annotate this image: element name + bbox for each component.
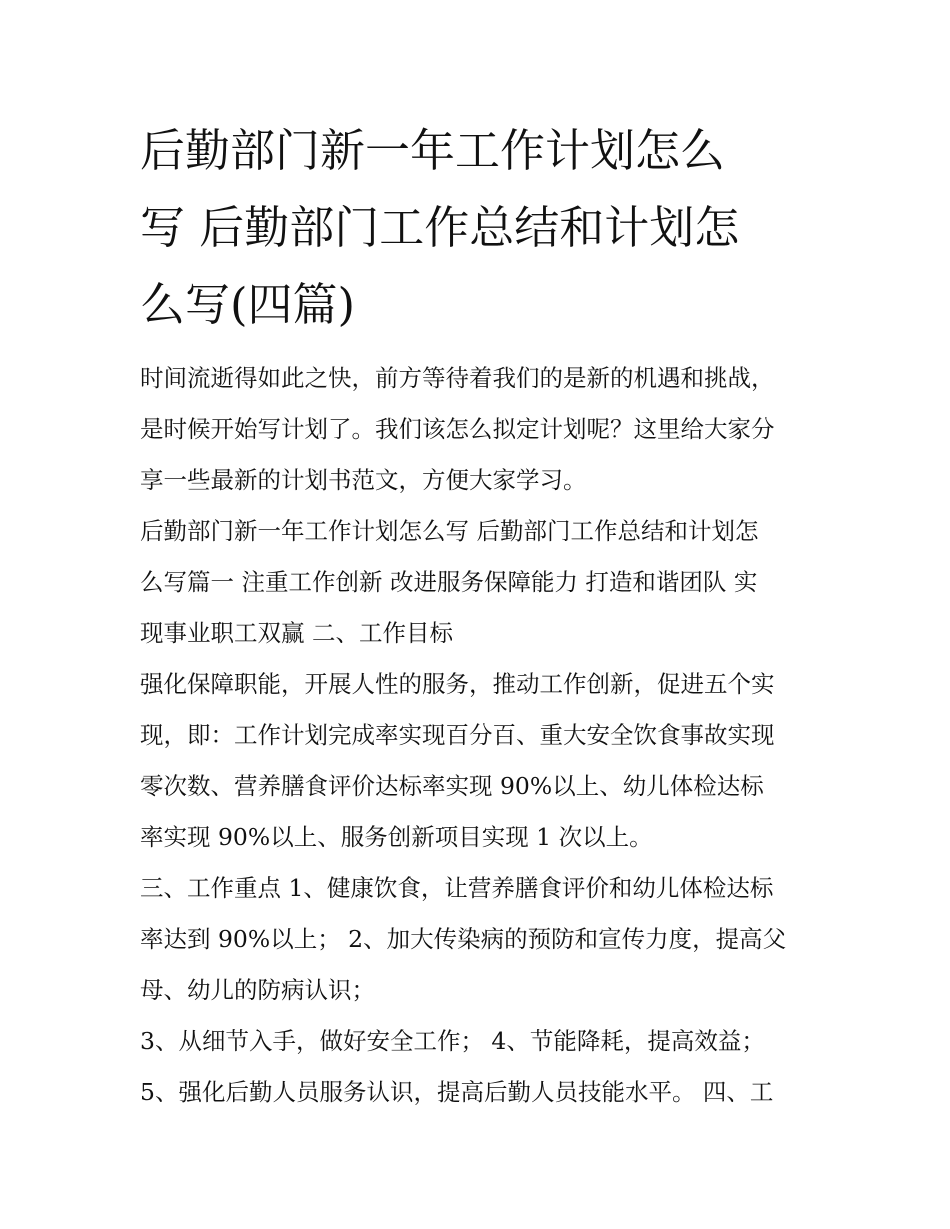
title-line: 写 后勤部门工作总结和计划怎 (140, 201, 740, 254)
paragraph-line: 3、从细节入手，做好安全工作； 4、节能降耗，提高效益； (140, 1027, 765, 1055)
paragraph-line: 现，即：工作计划完成率实现百分百、重大安全饮食事故实现 (140, 721, 775, 749)
paragraph-line: 率达到 90%以上； 2、加大传染病的预防和宣传力度，提高父 (140, 925, 787, 953)
paragraph-line: 率实现 90%以上、服务创新项目实现 1 次以上。 (140, 823, 653, 851)
paragraph-line: 后勤部门新一年工作计划怎么写 后勤部门工作总结和计划怎 (140, 517, 759, 545)
paragraph-line: 母、幼儿的防病认识； (140, 976, 375, 1004)
title-line: 么写(四篇) (140, 278, 356, 331)
paragraph-line: 5、强化后勤人员服务认识，提高后勤人员技能水平。 四、工 (140, 1078, 774, 1106)
paragraph-line: 现事业职工双赢 二、工作目标 (140, 619, 453, 647)
paragraph-line: 强化保障职能，开展人性的服务，推动工作创新，促进五个实 (140, 670, 775, 698)
paragraph-line: 享一些最新的计划书范文，方便大家学习。 (140, 466, 587, 494)
paragraph-line: 是时候开始写计划了。我们该怎么拟定计划呢？这里给大家分 (140, 415, 775, 443)
paragraph-line: 么写篇一 注重工作创新 改进服务保障能力 打造和谐团队 实 (140, 568, 758, 596)
paragraph-line: 时间流逝得如此之快，前方等待着我们的是新的机遇和挑战， (140, 364, 775, 392)
document-body (140, 112, 820, 1118)
title-line: 后勤部门新一年工作计划怎么 (140, 124, 726, 177)
paragraph-line: 零次数、营养膳食评价达标率实现 90%以上、幼儿体检达标 (140, 772, 764, 800)
paragraph-line: 三、工作重点 1、健康饮食，让营养膳食评价和幼儿体检达标 (140, 874, 774, 902)
document-title (140, 112, 820, 343)
